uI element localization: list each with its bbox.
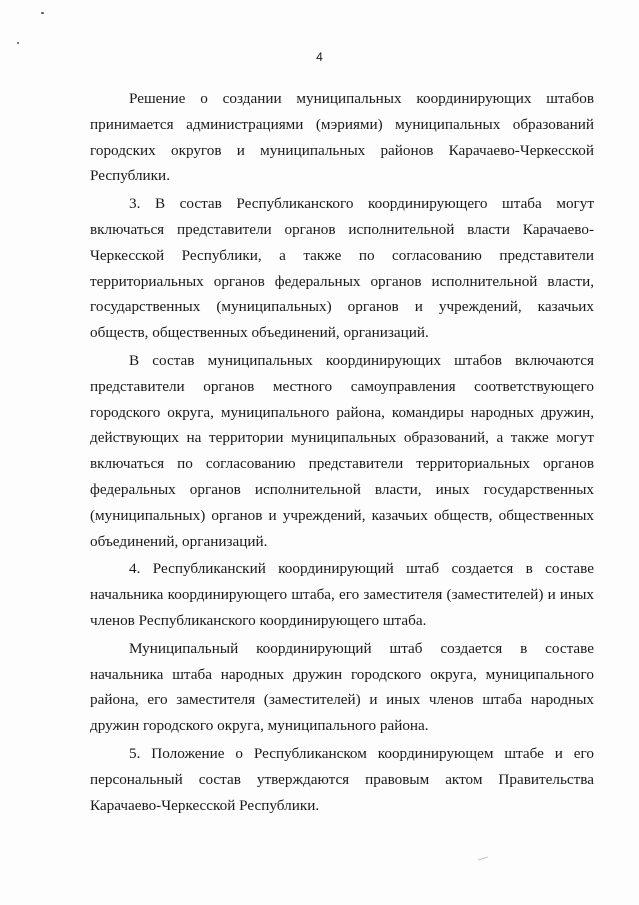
paragraph-item-4: 4. Республиканский координирующий штаб создается в составе начальника координирующего штаба, его заместителя (заместителей) и иных членов Республиканского координирующего штаба. bbox=[90, 560, 594, 629]
document-body bbox=[90, 86, 594, 818]
paragraph-municipal-composition: В состав муниципальных координирующих штабов включаются представители органов местного самоуправления соответствующего городского округа, муниципального района, командиры народных дружин, действующих на территории муниципальных образований, а также могут включаться по согласованию представители территориальных органов федеральных органов исполнительной власти, иных государственных (муниципальных) органов и учреждений, казачьих обществ, общественных объединений, организаций. bbox=[90, 351, 594, 550]
page-number: 4 bbox=[316, 50, 323, 64]
paragraph-decision: Решение о создании муниципальных координирующих штабов принимается администрациями (мэриями) муниципальных образований городских округов и муниципальных районов Карачаево-Черкесской Республики. bbox=[90, 90, 594, 185]
scan-speck bbox=[41, 12, 44, 14]
scan-mark bbox=[478, 856, 488, 860]
paragraph-municipal-staff: Муниципальный координирующий штаб создается в составе начальника штаба народных дружин городского округа, муниципального района, его заместителя (заместителей) и иных членов штаба народных дружин городского округа, муниципального района. bbox=[90, 639, 594, 735]
paragraph-item-3: 3. В состав Республиканского координирующего штаба могут включаться представители органов исполнительной власти Карачаево-Черкесской Республики, а также по согласованию представители территориальных органов федеральных органов исполнительной власти, государственных (муниципальных) органов и учреждений, казачьих обществ, общественных объединений, организаций. bbox=[90, 195, 594, 342]
scan-speck bbox=[17, 42, 19, 44]
paragraph-item-5: 5. Положение о Республиканском координирующем штабе и его персональный состав утверждаются правовым актом Правительства Карачаево-Черкесской Республики. bbox=[90, 744, 594, 814]
